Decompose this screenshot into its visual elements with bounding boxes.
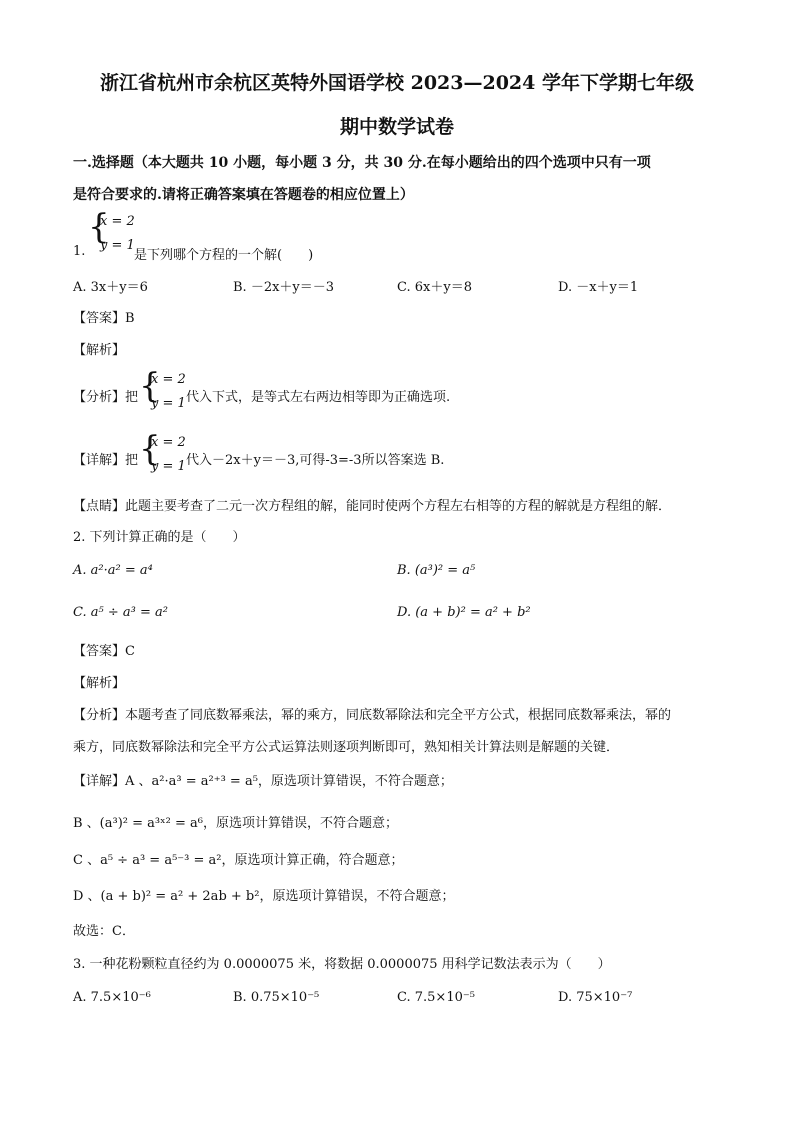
q3-option-d: D. 75×10⁻⁷ xyxy=(558,990,633,1005)
question-1-stem: 是下列哪个方程的一个解( ) xyxy=(134,248,314,263)
paper-title-line1: 浙江省杭州市余杭区英特外国语学校 2023—2024 学年下学期七年级 xyxy=(100,72,694,94)
q1-option-c: C. 6x＋y＝8 xyxy=(397,280,472,295)
q3-option-c: C. 7.5×10⁻⁵ xyxy=(397,990,475,1005)
system-eq-y: y = 1 xyxy=(151,459,186,474)
brace-icon: { xyxy=(139,366,161,406)
system-eq-x: x = 2 xyxy=(151,372,186,387)
q1-fenxi-label: 【分析】把 xyxy=(73,390,139,405)
question-1-number: 1. xyxy=(73,244,86,259)
question-2-stem: 2. 下列计算正确的是（ ） xyxy=(73,530,246,545)
paper-title-line2: 期中数学试卷 xyxy=(339,116,454,138)
q2-detail-c: C 、a⁵ ÷ a³ = a⁵⁻³ = a²，原选项计算正确，符合题意； xyxy=(73,853,404,868)
system-eq-x: x = 2 xyxy=(100,214,135,229)
q1-answer-value: B xyxy=(125,311,135,326)
brace-icon: { xyxy=(88,207,110,247)
section-header-line1: 一.选择题（本大题共 10 小题，每小题 3 分，共 30 分.在每小题给出的四个选项中只有一项 xyxy=(73,155,651,171)
q1-point-row: 【点睛】此题主要考查了二元一次方程组的解，能同时使两个方程左右相等的方程的解就是方程组的解． xyxy=(73,499,672,514)
q1-answer-row xyxy=(73,307,135,326)
q3-option-b: B. 0.75×10⁻⁵ xyxy=(233,990,320,1005)
q1-option-b: B. －2x＋y＝－3 xyxy=(233,280,335,295)
q2-option-a: A. a²·a² = a⁴ xyxy=(73,563,153,578)
q3-option-a: A. 7.5×10⁻⁶ xyxy=(73,990,151,1005)
system-eq-x: x = 2 xyxy=(151,435,186,450)
q1-option-d: D. －x＋y＝1 xyxy=(558,280,639,295)
q1-detail-text: 代入－2x＋y＝－3,可得-3=-3所以答案选 B. xyxy=(186,453,445,468)
q2-answer-row: 【答案】C xyxy=(73,644,135,659)
q2-option-b: B. (a³)² = a⁵ xyxy=(397,563,476,578)
system-eq-y: y = 1 xyxy=(151,396,186,411)
q2-option-d: D. (a + b)² = a² + b² xyxy=(397,605,531,620)
q2-choose: 故选：C． xyxy=(73,924,135,939)
answer-label: 【答案】 xyxy=(73,311,126,326)
q1-detail-label: 【详解】把 xyxy=(73,453,139,468)
brace-icon: { xyxy=(139,429,161,469)
question-3-stem: 3. 一种花粉颗粒直径约为 0.0000075 米，将数据 0.0000075 用科学记数法表示为（ ） xyxy=(73,957,611,972)
q2-detail-d: D 、(a + b)² = a² + 2ab + b²，原选项计算错误，不符合题意； xyxy=(73,889,455,904)
q2-detail-a: 【详解】A 、a²·a³ = a²⁺³ = a⁵，原选项计算错误，不符合题意； xyxy=(73,774,453,789)
q1-option-a: A. 3x＋y＝6 xyxy=(73,280,148,295)
q2-option-c: C. a⁵ ÷ a³ = a² xyxy=(73,605,168,620)
section-header-line2: 是符合要求的.请将正确答案填在答题卷的相应位置上） xyxy=(73,187,414,203)
q2-detail-b: B 、(a³)² = a³ˣ² = a⁶，原选项计算错误，不符合题意； xyxy=(73,816,398,831)
q1-analysis-label: 【解析】 xyxy=(73,343,126,358)
q2-analysis-label: 【解析】 xyxy=(73,676,126,691)
q2-fenxi-line2: 乘方，同底数幂除法和完全平方公式运算法则逐项判断即可，熟知相关计算法则是解题的关键． xyxy=(73,740,620,755)
q1-fenxi-text: 代入下式，是等式左右两边相等即为正确选项. xyxy=(186,390,451,405)
q2-fenxi-line1: 【分析】本题考查了同底数幂乘法，幂的乘方，同底数幂除法和完全平方公式，根据同底数幂乘法，幂的 xyxy=(73,708,672,723)
system-eq-y: y = 1 xyxy=(100,238,135,253)
